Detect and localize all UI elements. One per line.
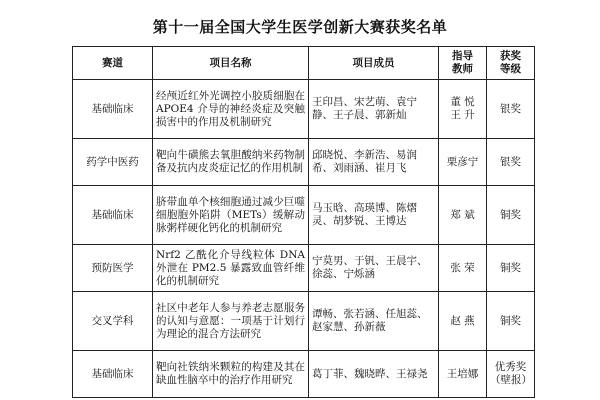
award-cell: 铜奖	[487, 186, 535, 245]
advisor-cell: 郑 斌	[439, 186, 487, 245]
award-list-table	[72, 46, 535, 398]
table-row	[73, 292, 535, 351]
members-cell: 谭畅、张若涵、任旭蕊、赵家慧、孙新薇	[309, 292, 439, 351]
table-row	[73, 186, 535, 245]
members-cell: 葛丁菲、魏晓晔、王禄尧	[309, 351, 439, 398]
award-cell: 铜奖	[487, 245, 535, 292]
advisor-cell: 栗彦宁	[439, 139, 487, 186]
header-project: 项目名称	[153, 47, 309, 80]
award-cell: 优秀奖 （壁报）	[487, 351, 535, 398]
track-cell: 药学中医药	[73, 139, 153, 186]
project-cell: 脐带血单个核细胞通过减少巨噬细胞胞外陷阱（METs）缓解动脉粥样硬化钙化的机制研究	[153, 186, 309, 245]
table-header-row	[73, 47, 535, 80]
table-row	[73, 139, 535, 186]
members-cell: 王印昌、宋艺萌、袁宁静、王子晨、郭新灿	[309, 80, 439, 139]
track-cell: 基础临床	[73, 351, 153, 398]
members-cell: 邱晓悦、李新浩、易润希、刘雨涵、崔月飞	[309, 139, 439, 186]
project-cell: 经颅近红外光调控小胶质细胞在 APOE4 介导的神经炎症及突触损害中的作用及机制研究	[153, 80, 309, 139]
header-award: 获奖 等级	[487, 47, 535, 80]
table-row	[73, 80, 535, 139]
project-cell: 靶向牛磺熊去氧胆酸纳米药物制备及抗内皮炎症记忆的作用机制	[153, 139, 309, 186]
advisor-cell: 王培娜	[439, 351, 487, 398]
advisor-cell: 赵 燕	[439, 292, 487, 351]
project-cell: 社区中老年人参与养老志愿服务的认知与意愿：一项基于计划行为理论的混合方法研究	[153, 292, 309, 351]
project-cell: 靶向社铁纳米颗粒的构建及其在缺血性脑卒中的治疗作用研究	[153, 351, 309, 398]
project-cell: Nrf2 乙酰化介导线粒体 DNA 外泄在 PM2.5 暴露致血管纤维化的机制研究	[153, 245, 309, 292]
header-members: 项目成员	[309, 47, 439, 80]
track-cell: 预防医学	[73, 245, 153, 292]
advisor-cell: 张 荣	[439, 245, 487, 292]
award-cell: 银奖	[487, 80, 535, 139]
track-cell: 交叉学科	[73, 292, 153, 351]
members-cell: 宁莫男、于钒、王晨宇、徐蕊、宁烁涵	[309, 245, 439, 292]
track-cell: 基础临床	[73, 80, 153, 139]
document-title: 第十一届全国大学生医学创新大赛获奖名单	[152, 18, 448, 36]
award-cell: 铜奖	[487, 292, 535, 351]
advisor-cell: 董 悦 王 升	[439, 80, 487, 139]
header-track: 赛道	[73, 47, 153, 80]
track-cell: 基础临床	[73, 186, 153, 245]
header-advisor: 指导 教师	[439, 47, 487, 80]
members-cell: 马玉晗、高瑛博、陈熠灵、胡梦锐、王博达	[309, 186, 439, 245]
table-row	[73, 245, 535, 292]
award-cell: 银奖	[487, 139, 535, 186]
table-row	[73, 351, 535, 398]
